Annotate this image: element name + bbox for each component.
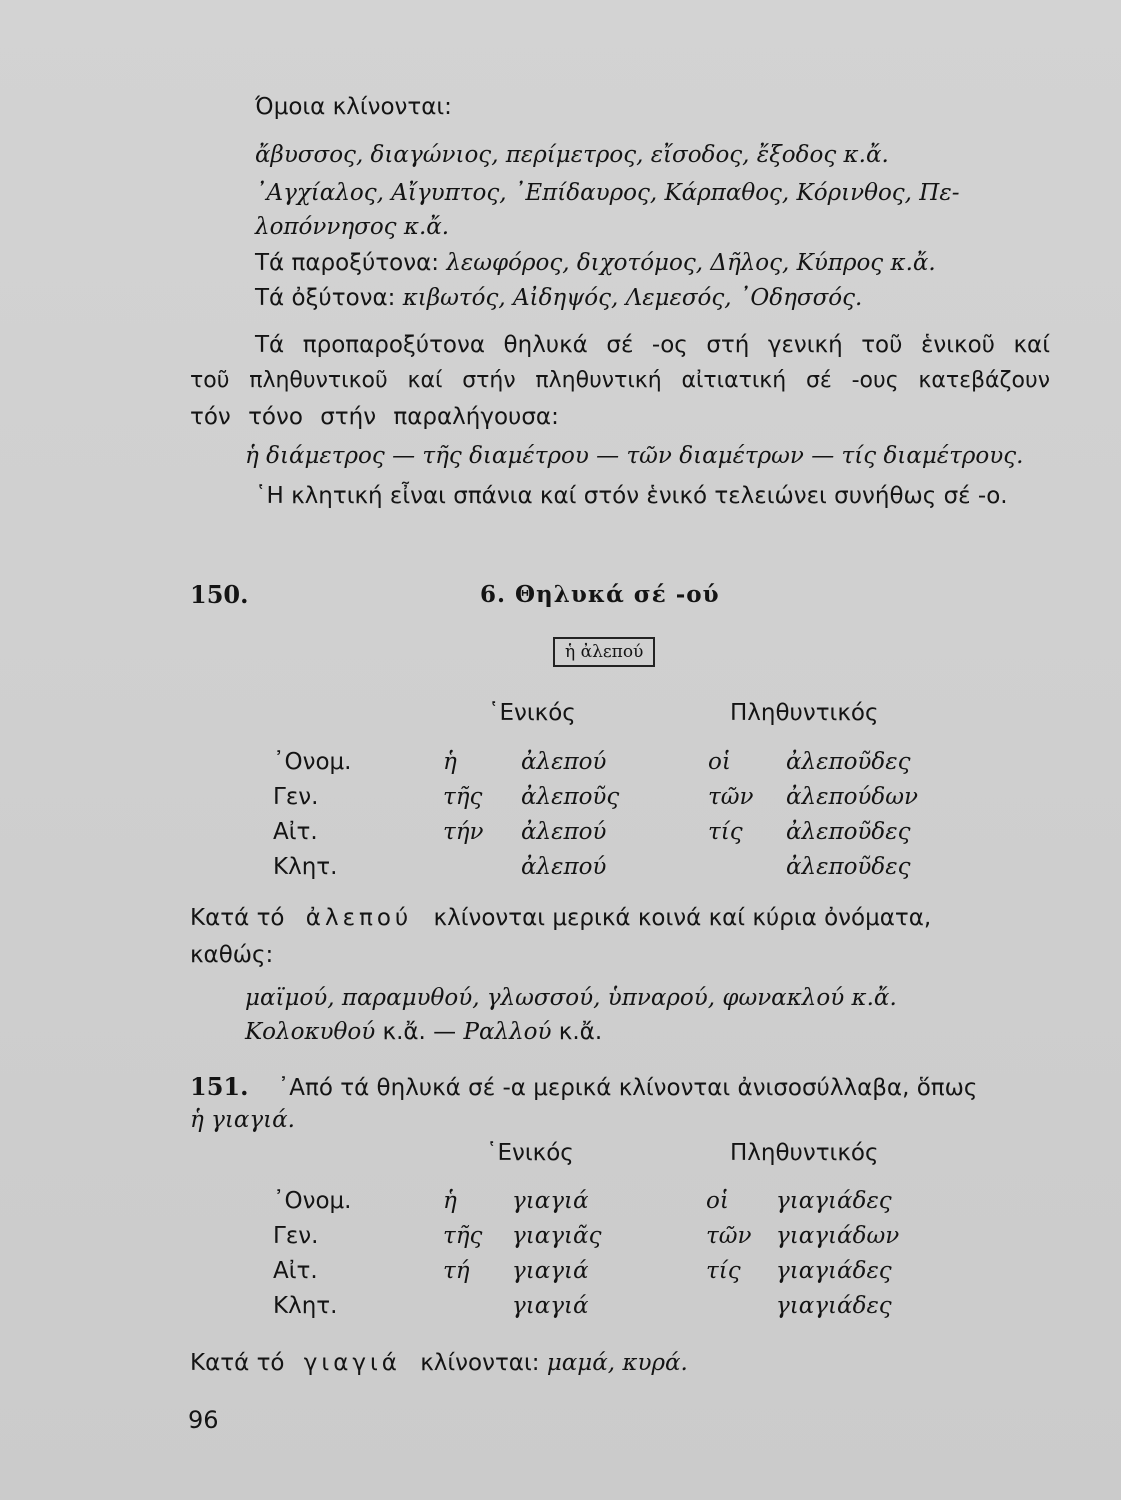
cell-sg-word: γιαγιά: [512, 1293, 589, 1319]
cell-sg-word: ἀλεποῦς: [521, 784, 620, 810]
boxed-model-word: ἡ ἀλεπού: [553, 637, 655, 667]
examples-150-rallou: Ραλλού: [463, 1019, 552, 1045]
rule-151-suffix: κλίνονται:: [420, 1350, 540, 1376]
col-plural-150: Πληθυντικός: [730, 700, 879, 726]
col-singular-150: ῾Ενικός: [488, 700, 576, 726]
page-number: 96: [188, 1406, 219, 1434]
cell-sg-art: ἡ: [443, 749, 457, 775]
col-singular-151: ῾Ενικός: [486, 1140, 574, 1166]
cell-sg-art: τήν: [443, 819, 484, 845]
cell-case: ᾿Ονομ.: [273, 749, 352, 775]
cell-sg-word: γιαγιά: [512, 1258, 589, 1284]
rule-line3: τόν τόνο στήν παραλήγουσα:: [190, 404, 559, 430]
rule-line1: Τά προπαροξύτονα θηλυκά σέ -ος στή γενική τοῦ ἑνικοῦ καί: [255, 332, 1050, 358]
cell-sg-art: τῆς: [443, 784, 483, 810]
cell-case: Γεν.: [273, 1223, 319, 1249]
cell-sg-word: γιαγιά: [512, 1188, 589, 1214]
cell-sg-word: ἀλεπού: [521, 854, 607, 880]
examples-150-line1: μαϊμού, παραμυθού, γλωσσού, ὑπναρού, φωνακλού κ.ἄ.: [245, 985, 897, 1011]
cell-pl-word: ἀλεποῦδες: [786, 819, 911, 845]
cell-sg-art: ἡ: [443, 1188, 457, 1214]
cell-pl-word: ἀλεπούδων: [786, 784, 918, 810]
rule-151-word: γιαγιά: [303, 1350, 401, 1376]
cell-pl-word: ἀλεποῦδες: [786, 854, 911, 880]
rule-150-suffix: κλίνονται μερικά κοινά καί κύρια ὀνόματα,: [433, 905, 932, 931]
cell-pl-word: γιαγιάδες: [776, 1258, 892, 1284]
diameter-example: ἡ διάμετρος — τῆς διαμέτρου — τῶν διαμέτρων — τίς διαμέτρους.: [245, 443, 1024, 469]
omoia-examples-line1: ἄβυσσος, διαγώνιος, περίμετρος, εἴσοδος, ἔξοδος κ.ἄ.: [255, 142, 889, 168]
rule-151-examples: μαμά, κυρά.: [546, 1350, 688, 1376]
cell-pl-art: τίς: [708, 819, 743, 845]
section-150-number: 150.: [190, 580, 249, 609]
cell-case: Κλητ.: [273, 854, 338, 880]
examples-150-ka2: κ.ἄ.: [558, 1019, 603, 1045]
rule-150-line1: [190, 903, 931, 933]
rule-151-line: [190, 1348, 688, 1378]
cell-sg-word: ἀλεπού: [521, 819, 607, 845]
cell-pl-word: γιαγιάδες: [776, 1188, 892, 1214]
cell-sg-word: ἀλεπού: [521, 749, 607, 775]
cell-pl-art: τίς: [706, 1258, 741, 1284]
cell-case: Κλητ.: [273, 1293, 338, 1319]
cell-sg-art: τῆς: [443, 1223, 483, 1249]
cell-case: Αἰτ.: [273, 1258, 318, 1284]
omoia-examples-line2: ᾿Αγχίαλος, Αἴγυπτος, ᾿Επίδαυρος, Κάρπαθος, Κόρινθος, Πε-: [255, 180, 960, 206]
cell-sg-word: γιαγιᾶς: [512, 1223, 602, 1249]
oxytone-line: [255, 283, 862, 313]
examples-150-ka1: κ.ἄ. —: [382, 1019, 457, 1045]
cell-pl-art: τῶν: [706, 1223, 752, 1249]
vocative-note: ῾Η κλητική εἶναι σπάνια καί στόν ἑνικό τελειώνει συνήθως σέ -ο.: [255, 483, 1008, 509]
cell-pl-word: ἀλεποῦδες: [786, 749, 911, 775]
rule-150-line2: καθώς:: [190, 942, 274, 968]
paroxytone-line: [255, 248, 936, 278]
oxytone-words: κιβωτός, Αἰδηψός, Λεμεσός, ᾿Οδησσός.: [402, 285, 863, 311]
paroxytone-label: Τά παροξύτονα:: [255, 250, 440, 276]
col-plural-151: Πληθυντικός: [730, 1140, 879, 1166]
cell-case: Αἰτ.: [273, 819, 318, 845]
omoia-heading: Όμοια κλίνονται:: [255, 94, 452, 120]
rule-150-prefix: Κατά τό: [190, 905, 285, 931]
cell-pl-word: γιαγιάδες: [776, 1293, 892, 1319]
omoia-examples-line3: λοπόννησος κ.ἄ.: [255, 214, 450, 240]
cell-pl-word: γιαγιάδων: [776, 1223, 900, 1249]
section-151-intro-line2: ἡ γιαγιά.: [190, 1107, 295, 1133]
paroxytone-words: λεωφόρος, διχοτόμος, Δῆλος, Κύπρος κ.ἄ.: [446, 250, 936, 276]
rule-150-word: ἀλεπού: [305, 905, 413, 931]
cell-pl-art: οἱ: [706, 1188, 729, 1214]
oxytone-label: Τά ὀξύτονα:: [255, 285, 396, 311]
cell-case: ᾿Ονομ.: [273, 1188, 352, 1214]
cell-case: Γεν.: [273, 784, 319, 810]
cell-pl-art: τῶν: [708, 784, 754, 810]
examples-150-line2: [245, 1017, 602, 1047]
section-150-title: 6. Θηλυκά σέ -ού: [480, 581, 720, 608]
section-151-line1: [190, 1072, 977, 1103]
section-151-intro: ᾿Από τά θηλυκά σέ -α μερικά κλίνονται ἀνισοσύλλαβα, ὅπως: [277, 1075, 978, 1101]
rule-line2: τοῦ πληθυντικοῦ καί στήν πληθυντική αἰτιατική σέ -ους κατεβάζουν: [190, 368, 1050, 393]
examples-150-kolokythou: Κολοκυθού: [245, 1019, 376, 1045]
rule-151-prefix: Κατά τό: [190, 1350, 285, 1376]
cell-pl-art: οἱ: [708, 749, 731, 775]
section-151-number: 151.: [190, 1072, 249, 1101]
cell-sg-art: τή: [443, 1258, 470, 1284]
